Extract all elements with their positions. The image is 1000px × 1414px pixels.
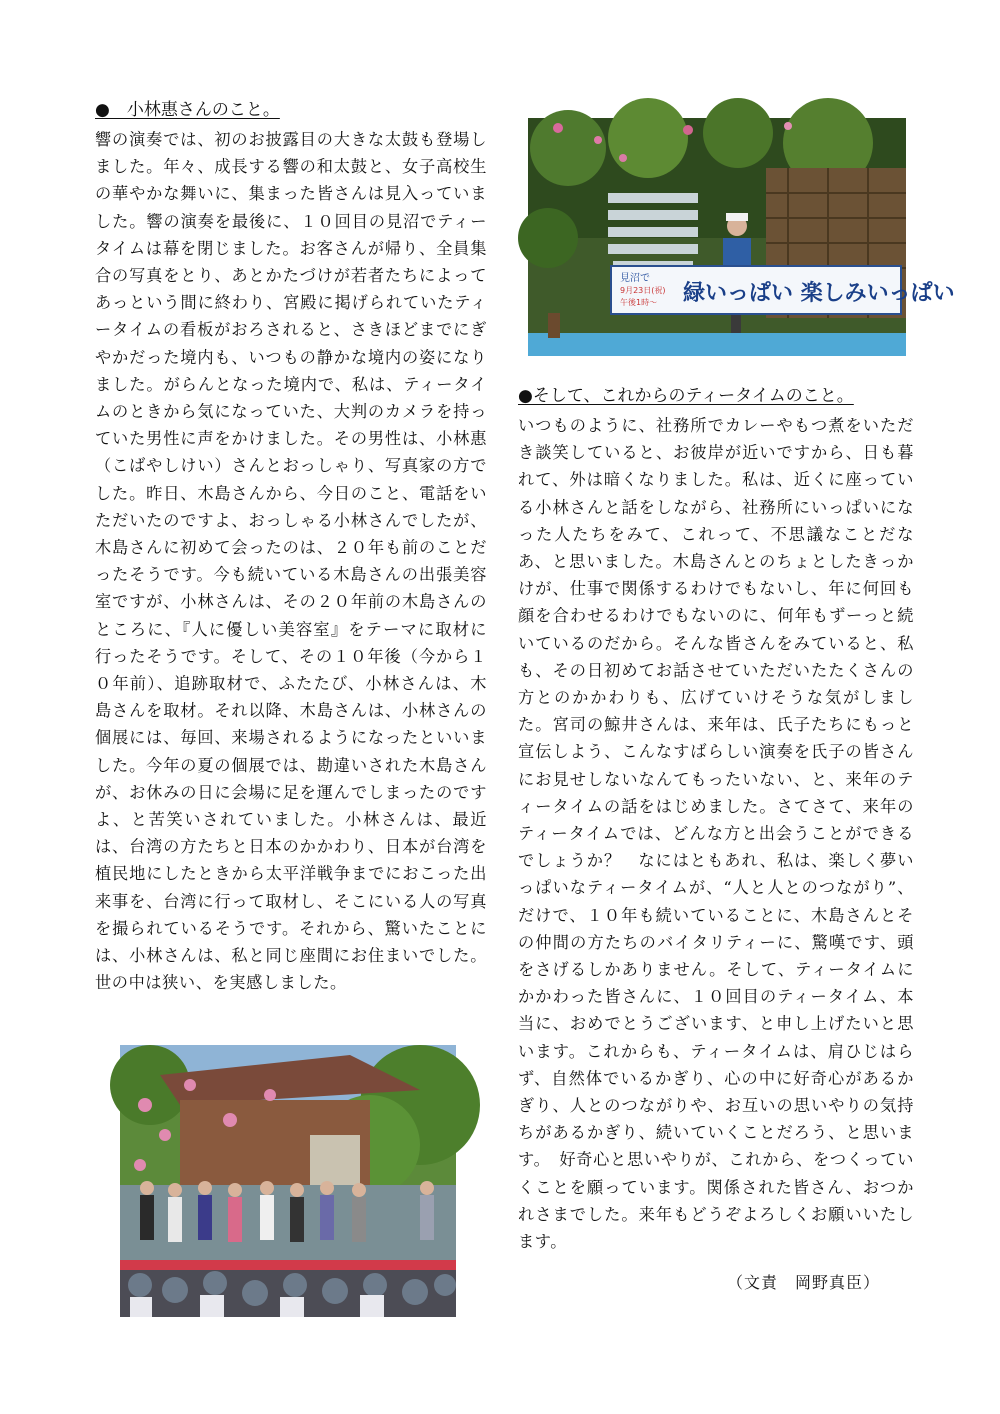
section-heading-kobayashi: ● 小林惠さんのこと。 — [95, 100, 280, 120]
banner-prefix-line1: 見沼で — [620, 273, 650, 284]
banner-photo-graphic — [528, 118, 955, 356]
author-credit: （文責 岡野真臣） — [726, 1273, 880, 1292]
right-column — [518, 384, 914, 1255]
photo-banner-man — [528, 118, 955, 356]
banner-main-text: 緑いっぱい 楽しみいっぱい — [683, 280, 955, 306]
stage-photo-graphic — [120, 1045, 456, 1317]
photo-stage-performance — [120, 1045, 456, 1317]
section-body-kobayashi: 響の演奏では、初のお披露目の大きな太鼓も登場しました。年々、成長する響の和太鼓と、女子高校生の華やかな舞いに、集まった皆さんは見入っていました。響の演奏を最後に、１０回目の見沼でティータイムは幕を閉じました。お客さんが帰り、全員集合の写真をとり、あとかたづけが若者たちによってあっという間に終わり、宮殿に掲げられていたティータイムの看板がおろされると、さきほどまでにぎやかだった境内も、いつもの静かな境内の姿になりました。がらんとなった境内で、私は、ティータイムのときから気になっていた、大判のカメラを持っていた男性に声をかけました。その男性は、小林惠（こばやしけい）さんとおっしゃり、写真家の方でした。昨日、木島さんから、今日のこと、電話をいただいたのですよ、おっしゃる小林さんでしたが、木島さんに初めて会ったのは、２０年も前のことだったそうです。今も続いている木島さんの出張美容室ですが、小林さんは、その２０年前の木島さんのところに、『人に優しい美容室』をテーマに取材に行ったそうです。そして、その１０年後（今から１０年前）、追跡取材で、ふたたび、小林さんは、木島さんを取材。それ以降、木島さんは、小林さんの個展には、毎回、来場されるようになったといいました。今年の夏の個展では、勘違いされた木島さんが、お休みの日に会場に足を運んでしまったのですよ、と苦笑いされていました。小林さんは、最近は、台湾の方たちと日本のかかわり、日本が台湾を植民地にしたときから太平洋戦争までにおこった出来事を、台湾に行って取材し、そこにいる人の写真を撮られているそうです。それから、驚いたことには、小林さんは、私と同じ座間にお住まいでした。世の中は狭い、を実感しました。 — [95, 130, 487, 993]
section-heading-future: ●そして、これからのティータイムのこと。 — [518, 386, 854, 406]
banner-prefix-line3: 午後1時〜 — [620, 298, 658, 307]
banner-prefix-line2: 9月23日(祝) — [620, 286, 666, 295]
section-body-future: いつものように、社務所でカレーやもつ煮をいただき談笑していると、お彼岸が近いですから、日も暮れて、外は暗くなりました。私は、近くに座っている小林さんと話をしながら、社務所にいっぱいになった人たちをみて、これって、不思議なことだなあ、と思いました。木島さんとのちょとしたきっかけが、仕事で関係するわけでもないし、年に何回も顔を合わせるわけでもないのに、何年もずーっと続いているのだから。そんな皆さんをみていると、私も、その日初めてお話させていただいたたくさんの方とのかかわりも、広げていけそうな気がしました。宮司の鯨井さんは、来年は、氏子たちにもっと宣伝しよう、こんなすばらしい演奏を氏子の皆さんにお見せしないなんてもったいない、と、来年のティータイムの話をはじめました。さてさて、来年のティータイムでは、どんな方と出会うことができるでしょうか？ なにはともあれ、私は、楽しく夢いっぱいなティータイムが、“人と人とのつながり”、だけで、１０年も続いていることに、木島さんとその仲間の方たちのバイタリティーに、驚嘆です、頭をさげるしかありません。そして、ティータイムにかかわった皆さんに、１０回目のティータイム、本当に、おめでとうございます、と申し上げたいと思います。これからも、ティータイムは、肩ひじはらず、自然体でいるかぎり、心の中に好奇心があるかぎり、人とのつながりや、お互いの思いやりの気持ちがあるかぎり、続いていくことだろう、と思います。 好奇心と思いやりが、これから、をつくっていくことを願っています。関係された皆さん、おつかれさまでした。来年もどうぞよろしくお願いいたします。 — [518, 416, 914, 1252]
left-column — [95, 98, 487, 997]
